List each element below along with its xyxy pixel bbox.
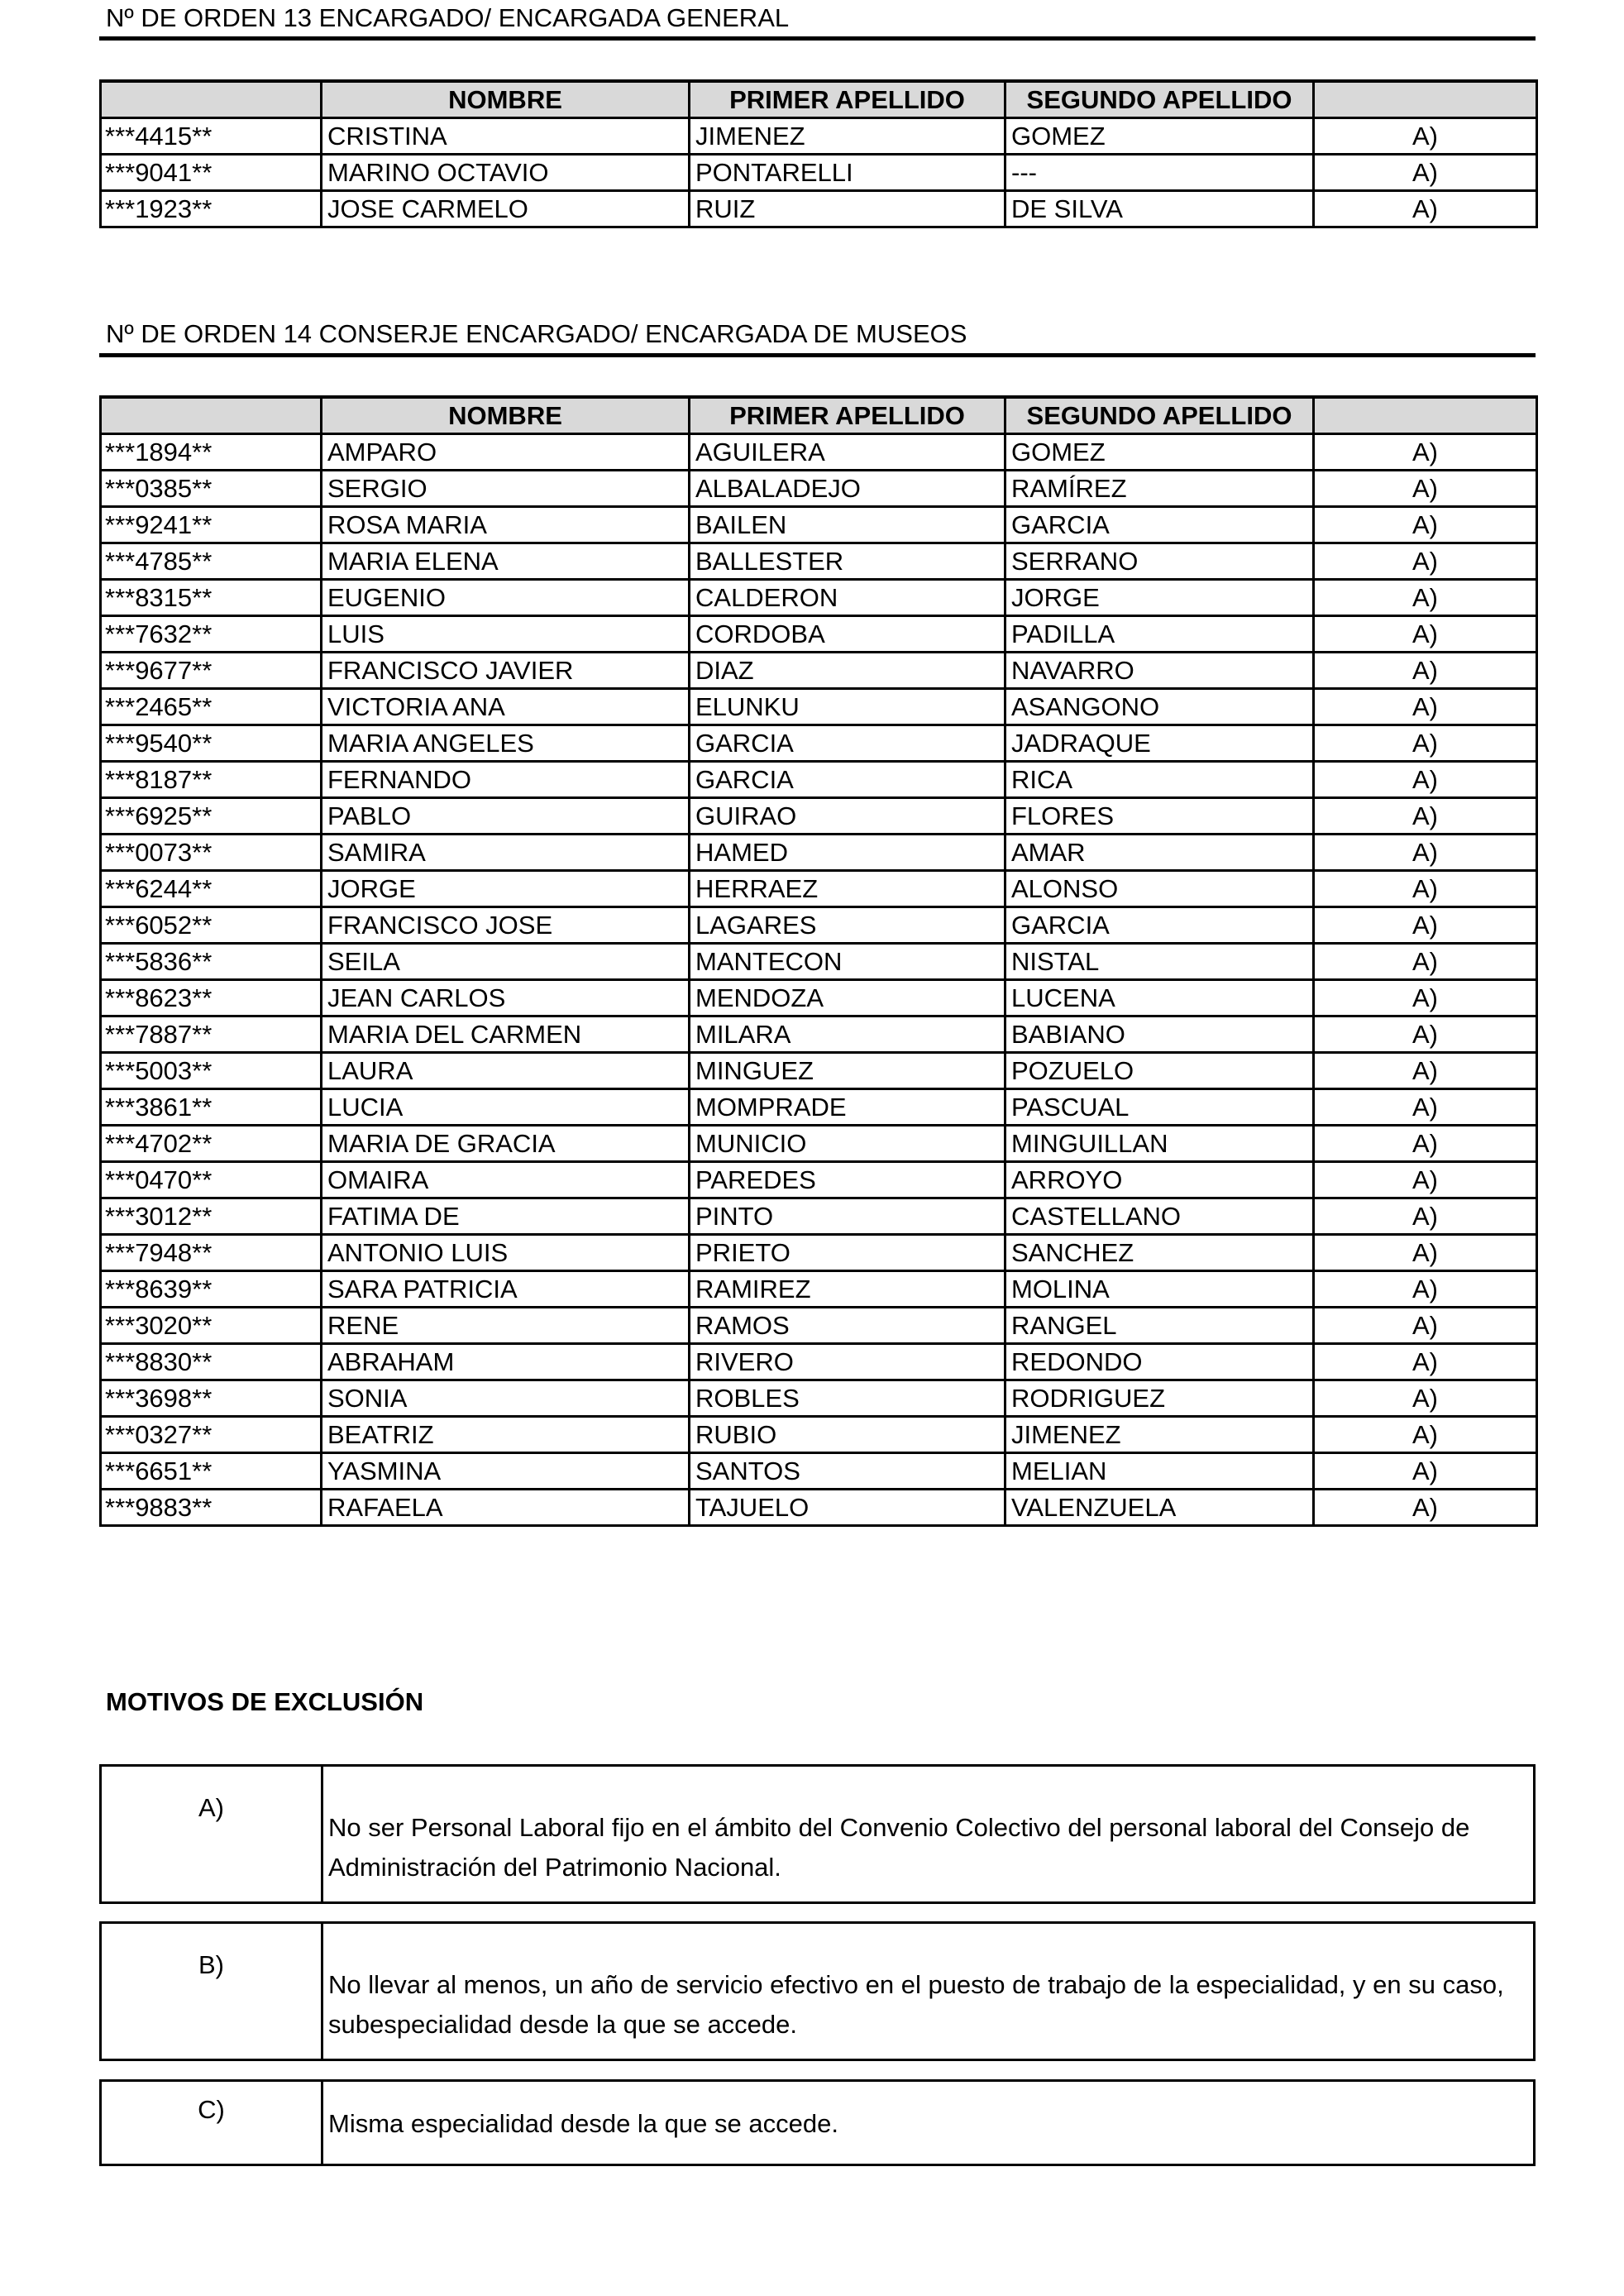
table-row bbox=[101, 689, 1537, 725]
nombre-cell: MARIA ANGELES bbox=[322, 725, 690, 762]
segundo-apellido-cell: LUCENA bbox=[1005, 980, 1314, 1016]
primer-apellido-cell: ELUNKU bbox=[690, 689, 1005, 725]
id-cell: ***7632** bbox=[101, 616, 322, 653]
primer-apellido-cell: HERRAEZ bbox=[690, 871, 1005, 907]
nombre-cell: MARIA ELENA bbox=[322, 543, 690, 580]
id-cell: ***0073** bbox=[101, 835, 322, 871]
section-13-title: Nº DE ORDEN 13 ENCARGADO/ ENCARGADA GENERAL bbox=[106, 3, 790, 32]
table-row bbox=[101, 1089, 1537, 1126]
motivo-cell: A) bbox=[1314, 507, 1537, 543]
motivo-cell: A) bbox=[1314, 907, 1537, 944]
id-cell: ***1894** bbox=[101, 434, 322, 471]
table-row bbox=[101, 1417, 1537, 1453]
table-row bbox=[101, 980, 1537, 1016]
id-cell: ***1923** bbox=[101, 191, 322, 227]
motivo-cell: A) bbox=[1314, 798, 1537, 835]
motivo-cell: A) bbox=[1314, 980, 1537, 1016]
table-row bbox=[101, 1271, 1537, 1308]
primer-apellido-cell: RAMOS bbox=[690, 1308, 1005, 1344]
table-row bbox=[101, 1126, 1537, 1162]
nombre-cell: YASMINA bbox=[322, 1453, 690, 1490]
id-cell: ***4415** bbox=[101, 118, 322, 155]
nombre-cell: LUIS bbox=[322, 616, 690, 653]
table-row bbox=[101, 1453, 1537, 1490]
primer-apellido-cell: JIMENEZ bbox=[690, 118, 1005, 155]
primer-apellido-cell: TAJUELO bbox=[690, 1490, 1005, 1526]
id-cell: ***6651** bbox=[101, 1453, 322, 1490]
segundo-apellido-cell: GARCIA bbox=[1005, 507, 1314, 543]
table-row bbox=[101, 1380, 1537, 1417]
table-row bbox=[101, 944, 1537, 980]
segundo-apellido-cell: RAMÍREZ bbox=[1005, 471, 1314, 507]
column-header: SEGUNDO APELLIDO bbox=[1005, 397, 1314, 434]
motivo-cell: A) bbox=[1314, 1016, 1537, 1053]
section-14-title: Nº DE ORDEN 14 CONSERJE ENCARGADO/ ENCARGADA DE MUSEOS bbox=[106, 319, 967, 348]
segundo-apellido-cell: VALENZUELA bbox=[1005, 1490, 1314, 1526]
table-row bbox=[101, 1490, 1537, 1526]
primer-apellido-cell: GUIRAO bbox=[690, 798, 1005, 835]
segundo-apellido-cell: SANCHEZ bbox=[1005, 1235, 1314, 1271]
motivo-cell: A) bbox=[1314, 1235, 1537, 1271]
primer-apellido-cell: PRIETO bbox=[690, 1235, 1005, 1271]
primer-apellido-cell: PAREDES bbox=[690, 1162, 1005, 1198]
nombre-cell: MARINO OCTAVIO bbox=[322, 155, 690, 191]
segundo-apellido-cell: REDONDO bbox=[1005, 1344, 1314, 1380]
motivo-cell: A) bbox=[1314, 1053, 1537, 1089]
table-row bbox=[101, 1053, 1537, 1089]
nombre-cell: RENE bbox=[322, 1308, 690, 1344]
table-row bbox=[101, 434, 1537, 471]
id-cell: ***7887** bbox=[101, 1016, 322, 1053]
motivo-text: No ser Personal Laboral fijo en el ámbito del Convenio Colectivo del personal laboral del Consejo de Administración del Patrimonio Nacional. bbox=[322, 1766, 1535, 1903]
motivo-cell: A) bbox=[1314, 653, 1537, 689]
table-row bbox=[101, 1308, 1537, 1344]
motivo-cell: A) bbox=[1314, 1089, 1537, 1126]
segundo-apellido-cell: NISTAL bbox=[1005, 944, 1314, 980]
nombre-cell: LAURA bbox=[322, 1053, 690, 1089]
column-header bbox=[101, 397, 322, 434]
primer-apellido-cell: GARCIA bbox=[690, 725, 1005, 762]
nombre-cell: JOSE CARMELO bbox=[322, 191, 690, 227]
motivo-text: Misma especialidad desde la que se accede. bbox=[322, 2081, 1535, 2165]
motivo-code: C) bbox=[101, 2081, 322, 2165]
primer-apellido-cell: PONTARELLI bbox=[690, 155, 1005, 191]
segundo-apellido-cell: SERRANO bbox=[1005, 543, 1314, 580]
primer-apellido-cell: RIVERO bbox=[690, 1344, 1005, 1380]
segundo-apellido-cell: JADRAQUE bbox=[1005, 725, 1314, 762]
nombre-cell: MARIA DEL CARMEN bbox=[322, 1016, 690, 1053]
motivo-b-box bbox=[99, 1921, 1536, 2061]
primer-apellido-cell: SANTOS bbox=[690, 1453, 1005, 1490]
table-row bbox=[101, 580, 1537, 616]
primer-apellido-cell: LAGARES bbox=[690, 907, 1005, 944]
primer-apellido-cell: RUBIO bbox=[690, 1417, 1005, 1453]
column-header: NOMBRE bbox=[322, 81, 690, 118]
nombre-cell: RAFAELA bbox=[322, 1490, 690, 1526]
segundo-apellido-cell: DE SILVA bbox=[1005, 191, 1314, 227]
primer-apellido-cell: BALLESTER bbox=[690, 543, 1005, 580]
nombre-cell: AMPARO bbox=[322, 434, 690, 471]
primer-apellido-cell: GARCIA bbox=[690, 762, 1005, 798]
section-14-rule bbox=[99, 353, 1536, 357]
nombre-cell: SEILA bbox=[322, 944, 690, 980]
motivo-cell: A) bbox=[1314, 762, 1537, 798]
segundo-apellido-cell: GOMEZ bbox=[1005, 434, 1314, 471]
primer-apellido-cell: CORDOBA bbox=[690, 616, 1005, 653]
table-row bbox=[101, 762, 1537, 798]
motivo-cell: A) bbox=[1314, 1417, 1537, 1453]
motivo-cell: A) bbox=[1314, 191, 1537, 227]
id-cell: ***6925** bbox=[101, 798, 322, 835]
column-header: PRIMER APELLIDO bbox=[690, 81, 1005, 118]
id-cell: ***9540** bbox=[101, 725, 322, 762]
segundo-apellido-cell: MELIAN bbox=[1005, 1453, 1314, 1490]
nombre-cell: JORGE bbox=[322, 871, 690, 907]
nombre-cell: ABRAHAM bbox=[322, 1344, 690, 1380]
segundo-apellido-cell: BABIANO bbox=[1005, 1016, 1314, 1053]
primer-apellido-cell: MANTECON bbox=[690, 944, 1005, 980]
nombre-cell: VICTORIA ANA bbox=[322, 689, 690, 725]
id-cell: ***3020** bbox=[101, 1308, 322, 1344]
primer-apellido-cell: DIAZ bbox=[690, 653, 1005, 689]
segundo-apellido-cell: ARROYO bbox=[1005, 1162, 1314, 1198]
motivo-cell: A) bbox=[1314, 1198, 1537, 1235]
table-row bbox=[101, 507, 1537, 543]
primer-apellido-cell: MILARA bbox=[690, 1016, 1005, 1053]
motivo-cell: A) bbox=[1314, 543, 1537, 580]
table-row bbox=[101, 471, 1537, 507]
motivos-title: MOTIVOS DE EXCLUSIÓN bbox=[106, 1687, 424, 1716]
motivo-cell: A) bbox=[1314, 835, 1537, 871]
nombre-cell: FRANCISCO JOSE bbox=[322, 907, 690, 944]
segundo-apellido-cell: GOMEZ bbox=[1005, 118, 1314, 155]
motivo-cell: A) bbox=[1314, 1344, 1537, 1380]
id-cell: ***8623** bbox=[101, 980, 322, 1016]
segundo-apellido-cell: AMAR bbox=[1005, 835, 1314, 871]
section-13-rule bbox=[99, 36, 1536, 41]
table-row bbox=[101, 1016, 1537, 1053]
primer-apellido-cell: HAMED bbox=[690, 835, 1005, 871]
motivo-cell: A) bbox=[1314, 434, 1537, 471]
table-row bbox=[101, 155, 1537, 191]
nombre-cell: ROSA MARIA bbox=[322, 507, 690, 543]
nombre-cell: SERGIO bbox=[322, 471, 690, 507]
id-cell: ***2465** bbox=[101, 689, 322, 725]
nombre-cell: EUGENIO bbox=[322, 580, 690, 616]
motivo-cell: A) bbox=[1314, 1271, 1537, 1308]
motivo-c-box bbox=[99, 2079, 1536, 2166]
column-header bbox=[101, 81, 322, 118]
nombre-cell: SAMIRA bbox=[322, 835, 690, 871]
segundo-apellido-cell: JORGE bbox=[1005, 580, 1314, 616]
table-row bbox=[101, 1344, 1537, 1380]
segundo-apellido-cell: PASCUAL bbox=[1005, 1089, 1314, 1126]
nombre-cell: ANTONIO LUIS bbox=[322, 1235, 690, 1271]
id-cell: ***9241** bbox=[101, 507, 322, 543]
id-cell: ***0385** bbox=[101, 471, 322, 507]
column-header bbox=[1314, 81, 1537, 118]
primer-apellido-cell: ROBLES bbox=[690, 1380, 1005, 1417]
column-header: NOMBRE bbox=[322, 397, 690, 434]
table-row bbox=[101, 118, 1537, 155]
segundo-apellido-cell: NAVARRO bbox=[1005, 653, 1314, 689]
primer-apellido-cell: MOMPRADE bbox=[690, 1089, 1005, 1126]
segundo-apellido-cell: --- bbox=[1005, 155, 1314, 191]
nombre-cell: SONIA bbox=[322, 1380, 690, 1417]
table-row bbox=[101, 835, 1537, 871]
id-cell: ***5836** bbox=[101, 944, 322, 980]
id-cell: ***0327** bbox=[101, 1417, 322, 1453]
primer-apellido-cell: RUIZ bbox=[690, 191, 1005, 227]
id-cell: ***0470** bbox=[101, 1162, 322, 1198]
primer-apellido-cell: AGUILERA bbox=[690, 434, 1005, 471]
segundo-apellido-cell: ASANGONO bbox=[1005, 689, 1314, 725]
motivo-cell: A) bbox=[1314, 871, 1537, 907]
nombre-cell: FERNANDO bbox=[322, 762, 690, 798]
motivo-a-box bbox=[99, 1764, 1536, 1904]
segundo-apellido-cell: RODRIGUEZ bbox=[1005, 1380, 1314, 1417]
motivo-code: B) bbox=[101, 1923, 322, 2060]
id-cell: ***9677** bbox=[101, 653, 322, 689]
motivo-text: No llevar al menos, un año de servicio efectivo en el puesto de trabajo de la especialidad, y en su caso, subespecialidad desde la que se accede. bbox=[322, 1923, 1535, 2060]
segundo-apellido-cell: FLORES bbox=[1005, 798, 1314, 835]
table-row bbox=[101, 653, 1537, 689]
id-cell: ***3861** bbox=[101, 1089, 322, 1126]
id-cell: ***6052** bbox=[101, 907, 322, 944]
motivo-cell: A) bbox=[1314, 1126, 1537, 1162]
table-row bbox=[101, 725, 1537, 762]
motivo-cell: A) bbox=[1314, 155, 1537, 191]
table-row bbox=[101, 1162, 1537, 1198]
id-cell: ***3012** bbox=[101, 1198, 322, 1235]
motivo-cell: A) bbox=[1314, 1308, 1537, 1344]
table-row bbox=[101, 1235, 1537, 1271]
motivo-cell: A) bbox=[1314, 580, 1537, 616]
motivo-cell: A) bbox=[1314, 1453, 1537, 1490]
nombre-cell: BEATRIZ bbox=[322, 1417, 690, 1453]
id-cell: ***8639** bbox=[101, 1271, 322, 1308]
column-header bbox=[1314, 397, 1537, 434]
nombre-cell: OMAIRA bbox=[322, 1162, 690, 1198]
nombre-cell: JEAN CARLOS bbox=[322, 980, 690, 1016]
motivo-cell: A) bbox=[1314, 471, 1537, 507]
table-row bbox=[101, 798, 1537, 835]
nombre-cell: CRISTINA bbox=[322, 118, 690, 155]
id-cell: ***8830** bbox=[101, 1344, 322, 1380]
motivo-cell: A) bbox=[1314, 689, 1537, 725]
motivo-cell: A) bbox=[1314, 1490, 1537, 1526]
segundo-apellido-cell: RANGEL bbox=[1005, 1308, 1314, 1344]
primer-apellido-cell: CALDERON bbox=[690, 580, 1005, 616]
id-cell: ***9041** bbox=[101, 155, 322, 191]
column-header: SEGUNDO APELLIDO bbox=[1005, 81, 1314, 118]
primer-apellido-cell: ALBALADEJO bbox=[690, 471, 1005, 507]
id-cell: ***4785** bbox=[101, 543, 322, 580]
primer-apellido-cell: MENDOZA bbox=[690, 980, 1005, 1016]
motivo-cell: A) bbox=[1314, 1162, 1537, 1198]
segundo-apellido-cell: MINGUILLAN bbox=[1005, 1126, 1314, 1162]
table-row bbox=[101, 543, 1537, 580]
nombre-cell: PABLO bbox=[322, 798, 690, 835]
motivo-code: A) bbox=[101, 1766, 322, 1903]
nombre-cell: FRANCISCO JAVIER bbox=[322, 653, 690, 689]
segundo-apellido-cell: ALONSO bbox=[1005, 871, 1314, 907]
segundo-apellido-cell: RICA bbox=[1005, 762, 1314, 798]
id-cell: ***8315** bbox=[101, 580, 322, 616]
table-row bbox=[101, 191, 1537, 227]
section-13-table bbox=[99, 79, 1538, 228]
segundo-apellido-cell: MOLINA bbox=[1005, 1271, 1314, 1308]
id-cell: ***8187** bbox=[101, 762, 322, 798]
segundo-apellido-cell: PADILLA bbox=[1005, 616, 1314, 653]
id-cell: ***3698** bbox=[101, 1380, 322, 1417]
id-cell: ***4702** bbox=[101, 1126, 322, 1162]
motivo-cell: A) bbox=[1314, 616, 1537, 653]
segundo-apellido-cell: GARCIA bbox=[1005, 907, 1314, 944]
column-header: PRIMER APELLIDO bbox=[690, 397, 1005, 434]
id-cell: ***6244** bbox=[101, 871, 322, 907]
id-cell: ***5003** bbox=[101, 1053, 322, 1089]
segundo-apellido-cell: CASTELLANO bbox=[1005, 1198, 1314, 1235]
table-row bbox=[101, 616, 1537, 653]
primer-apellido-cell: MINGUEZ bbox=[690, 1053, 1005, 1089]
id-cell: ***9883** bbox=[101, 1490, 322, 1526]
motivo-cell: A) bbox=[1314, 118, 1537, 155]
table-row bbox=[101, 871, 1537, 907]
nombre-cell: MARIA DE GRACIA bbox=[322, 1126, 690, 1162]
primer-apellido-cell: BAILEN bbox=[690, 507, 1005, 543]
table-row bbox=[101, 1198, 1537, 1235]
section-14-table bbox=[99, 395, 1538, 1527]
nombre-cell: LUCIA bbox=[322, 1089, 690, 1126]
table-header-row bbox=[101, 397, 1537, 434]
table-header-row bbox=[101, 81, 1537, 118]
primer-apellido-cell: MUNICIO bbox=[690, 1126, 1005, 1162]
segundo-apellido-cell: JIMENEZ bbox=[1005, 1417, 1314, 1453]
table-row bbox=[101, 907, 1537, 944]
motivo-cell: A) bbox=[1314, 1380, 1537, 1417]
motivo-cell: A) bbox=[1314, 725, 1537, 762]
segundo-apellido-cell: POZUELO bbox=[1005, 1053, 1314, 1089]
motivo-cell: A) bbox=[1314, 944, 1537, 980]
id-cell: ***7948** bbox=[101, 1235, 322, 1271]
nombre-cell: FATIMA DE bbox=[322, 1198, 690, 1235]
primer-apellido-cell: PINTO bbox=[690, 1198, 1005, 1235]
nombre-cell: SARA PATRICIA bbox=[322, 1271, 690, 1308]
primer-apellido-cell: RAMIREZ bbox=[690, 1271, 1005, 1308]
